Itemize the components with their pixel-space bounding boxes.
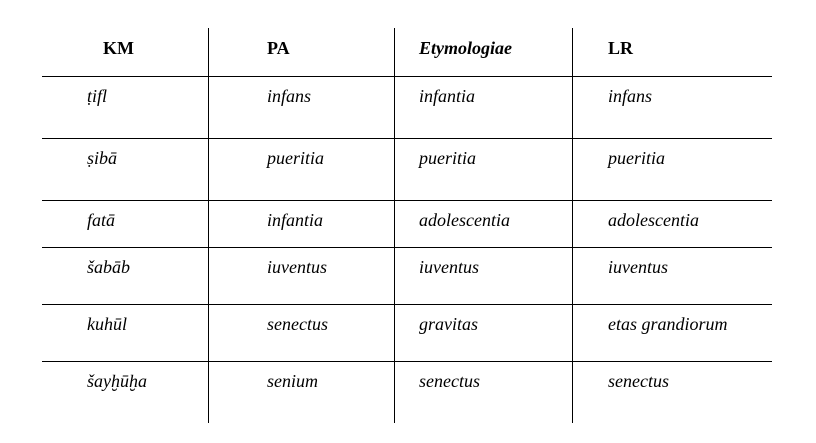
cell-pa: iuventus <box>267 257 327 277</box>
row-divider <box>42 247 772 248</box>
column-divider <box>572 28 573 423</box>
cell-km: fatā <box>87 210 116 230</box>
cell-pa: senectus <box>267 314 328 334</box>
cell-lr: pueritia <box>608 148 665 168</box>
cell-lr: iuventus <box>608 257 668 277</box>
column-divider <box>394 28 395 423</box>
cell-pa: pueritia <box>267 148 324 168</box>
row-divider <box>42 76 772 77</box>
cell-lr: infans <box>608 86 653 106</box>
cell-etymologiae: adolescentia <box>419 210 510 230</box>
row-divider <box>42 304 772 305</box>
cell-pa: infantia <box>267 210 324 230</box>
cell-km: kuhūl <box>87 314 127 334</box>
cell-km: šayḫūḫa <box>87 371 147 391</box>
row-divider <box>42 138 772 139</box>
cell-km: ṭifl <box>87 86 108 106</box>
header-km: KM <box>103 38 134 58</box>
cell-km: ṣibā <box>87 148 118 168</box>
column-divider <box>208 28 209 423</box>
header-pa: PA <box>267 38 290 58</box>
cell-etymologiae: infantia <box>419 86 476 106</box>
cell-etymologiae: iuventus <box>419 257 479 277</box>
header-lr: LR <box>608 38 634 58</box>
cell-etymologiae: pueritia <box>419 148 476 168</box>
cell-pa: senium <box>267 371 318 391</box>
row-divider <box>42 361 772 362</box>
comparison-table <box>42 28 772 423</box>
cell-etymologiae: gravitas <box>419 314 479 334</box>
cell-etymologiae: senectus <box>419 371 480 391</box>
cell-km: šabāb <box>87 257 131 277</box>
cell-lr: etas grandiorum <box>608 314 728 334</box>
cell-pa: infans <box>267 86 312 106</box>
header-etymologiae: Etymologiae <box>419 38 512 58</box>
row-divider <box>42 200 772 201</box>
cell-lr: adolescentia <box>608 210 699 230</box>
cell-lr: senectus <box>608 371 669 391</box>
